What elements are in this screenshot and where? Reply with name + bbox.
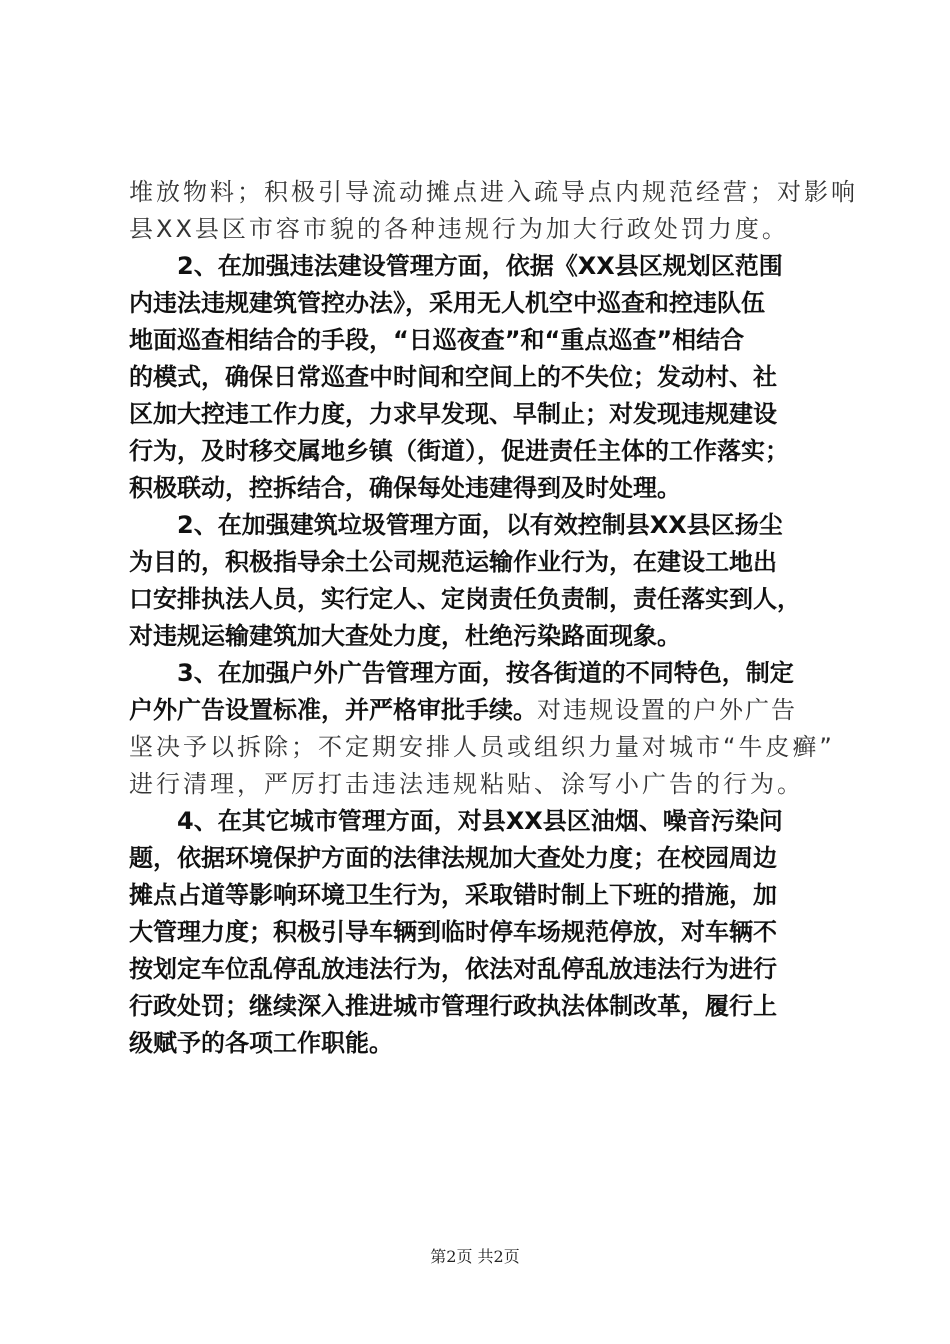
text-line: 坚决予以拆除；不定期安排人员或组织力量对城市“牛皮癣” <box>129 733 835 761</box>
paragraph-start-line: 2、在加强违法建设管理方面，依据《XX县区规划区范围 <box>177 252 783 280</box>
text-line: 堆放物料；积极引导流动摊点进入疏导点内规范经营；对影响 <box>129 178 858 206</box>
text-line: 为目的，积极指导余土公司规范运输作业行为，在建设工地出 <box>129 548 777 576</box>
text-line: 级赋予的各项工作职能。 <box>129 1029 393 1057</box>
text-line: 地面巡查相结合的手段，“日巡夜查”和“重点巡查”相结合 <box>129 326 745 354</box>
text-line: 进行清理，严厉打击违法违规粘贴、涂写小广告的行为。 <box>129 770 804 798</box>
text-segment-light: 对违规设置的户外广告 <box>537 696 797 724</box>
paragraph-start-line: 2、在加强建筑垃圾管理方面，以有效控制县XX县区扬尘 <box>177 511 783 539</box>
text-line: 大管理力度；积极引导车辆到临时停车场规范停放，对车辆不 <box>129 918 777 946</box>
text-line: 按划定车位乱停乱放违法行为，依法对乱停乱放违法行为进行 <box>129 955 777 983</box>
document-body <box>129 174 858 1062</box>
text-line: 县XX县区市容市貌的各种违规行为加大行政处罚力度。 <box>129 215 789 243</box>
paragraph-start-line: 3、在加强户外广告管理方面，按各街道的不同特色，制定 <box>177 659 794 687</box>
text-line: 行为，及时移交属地乡镇（街道），促进责任主体的工作落实； <box>129 437 789 465</box>
text-line: 题，依据环境保护方面的法律法规加大查处力度；在校园周边 <box>129 844 777 872</box>
text-line: 行政处罚；继续深入推进城市管理行政执法体制改革，履行上 <box>129 992 777 1020</box>
text-segment-bold: 户外广告设置标准，并严格审批手续。 <box>129 696 537 724</box>
text-line-mixed <box>129 692 829 729</box>
text-line: 口安排执法人员，实行定人、定岗责任负责制，责任落实到人， <box>129 585 801 613</box>
text-line: 的模式，确保日常巡查中时间和空间上的不失位；发动村、社 <box>129 363 777 391</box>
text-line: 内违法违规建筑管控办法》，采用无人机空中巡查和控违队伍 <box>129 289 765 317</box>
paragraph-start-line: 4、在其它城市管理方面，对县XX县区油烟、噪音污染问 <box>177 807 783 835</box>
text-line: 对违规运输建筑加大查处力度，杜绝污染路面现象。 <box>129 622 681 650</box>
text-line: 摊点占道等影响环境卫生行为，采取错时制上下班的措施，加 <box>129 881 777 909</box>
text-line: 区加大控违工作力度，力求早发现、早制止；对发现违规建设 <box>129 400 777 428</box>
page-number-footer: 第2页 共2页 <box>430 1247 520 1266</box>
text-line: 积极联动，控拆结合，确保每处违建得到及时处理。 <box>129 474 681 502</box>
